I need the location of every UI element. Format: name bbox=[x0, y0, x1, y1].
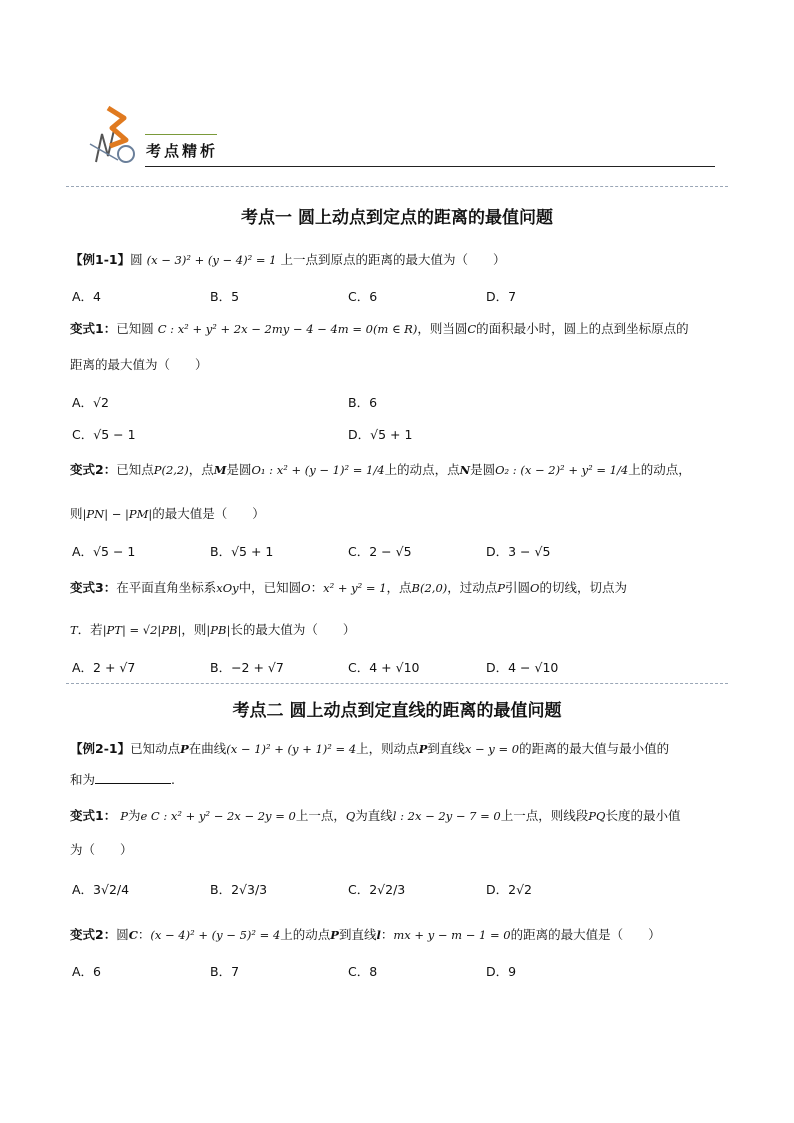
options-row bbox=[72, 542, 672, 558]
equation: O₂ : (x − 2)² + y² = 1/4 bbox=[495, 463, 629, 477]
option-d: D．7 bbox=[486, 289, 517, 304]
question-continuation: 则|PN| − |PM|的最大值是（ ） bbox=[70, 506, 265, 521]
header-accent-rule bbox=[145, 134, 217, 135]
options-row bbox=[72, 880, 672, 898]
equation: O₁ : x² + (y − 1)² = 1/4 bbox=[251, 463, 385, 477]
option-a: A．√5 − 1 bbox=[72, 544, 136, 559]
option-d: D．4 − √10 bbox=[486, 660, 559, 675]
option-b: B．6 bbox=[348, 395, 378, 410]
options-row bbox=[72, 393, 672, 409]
question-continuation: 距离的最大值为（ ） bbox=[70, 357, 208, 372]
option-a: A．√2 bbox=[72, 395, 109, 410]
equation: (x − 4)² + (y − 5)² = 4 bbox=[150, 928, 281, 942]
option-a: A．3√2/4 bbox=[72, 882, 130, 897]
option-c: C．2 − √5 bbox=[348, 544, 412, 559]
option-d: D．3 − √5 bbox=[486, 544, 551, 559]
question-variant-2: 变式2：已知点P(2,2)，点M是圆O₁ : x² + (y − 1)² = 1/4上的动点，点N是圆O₂ : (x − 2)² + y² = 1/4上的动点， bbox=[70, 462, 691, 477]
question-variant-1: 变式1：已知圆 C : x² + y² + 2x − 2my − 4 − 4m = 0(m ∈ R)，则当圆C的面积最小时，圆上的点到坐标原点的 bbox=[70, 321, 689, 336]
equation: x² + y² = 1 bbox=[323, 581, 387, 595]
option-b: B．5 bbox=[210, 289, 240, 304]
answer-blank[interactable] bbox=[95, 771, 171, 784]
question-continuation: 为（ ） bbox=[70, 842, 133, 857]
option-a: A．4 bbox=[72, 289, 102, 304]
option-b: B．7 bbox=[210, 964, 240, 979]
question-variant-2b: 变式2：圆C：(x − 4)² + (y − 5)² = 4上的动点P到直线l：mx + y − m − 1 = 0的距离的最大值是（ ） bbox=[70, 927, 661, 942]
equation: e C : x² + y² − 2x − 2y = 0 bbox=[140, 809, 296, 823]
option-a: A．6 bbox=[72, 964, 102, 979]
option-d: D．2√2 bbox=[486, 882, 532, 897]
question-example-2-1: 【例2-1】已知动点P在曲线(x − 1)² + (y + 1)² = 4上，则动点P到直线x − y = 0的距离的最大值与最小值的 bbox=[70, 741, 670, 756]
option-c: C．4 + √10 bbox=[348, 660, 420, 675]
equation: l : 2x − 2y − 7 = 0 bbox=[392, 809, 501, 823]
option-b: B．−2 + √7 bbox=[210, 660, 284, 675]
option-c: C．6 bbox=[348, 289, 378, 304]
equation: (x − 1)² + (y + 1)² = 4 bbox=[226, 742, 357, 756]
question-example-1-1: 【例1-1】圆 (x − 3)² + (y − 4)² = 1 上一点到原点的距离的最大值为（ ） bbox=[70, 252, 506, 267]
equation: C : x² + y² + 2x − 2my − 4 − 4m = 0(m ∈ R) bbox=[157, 322, 418, 336]
section-label: 考点精析 bbox=[146, 142, 219, 160]
option-c: C．2√2/3 bbox=[348, 882, 406, 897]
equation: (x − 3)² + (y − 4)² = 1 bbox=[146, 253, 277, 267]
option-b: B．2√3/3 bbox=[210, 882, 268, 897]
question-variant-3: 变式3：在平面直角坐标系xOy中，已知圆O：x² + y² = 1，点B(2,0)，过动点P引圆O的切线，切点为 bbox=[70, 580, 627, 595]
section-divider bbox=[66, 186, 728, 187]
section-title: 考点一 圆上动点到定点的距离的最值问题 bbox=[241, 208, 553, 228]
question-continuation: 和为 . bbox=[70, 772, 175, 787]
header-rule bbox=[145, 166, 715, 167]
options-row bbox=[72, 962, 672, 978]
question-continuation: T．若|PT| = √2|PB|，则|PB|长的最大值为（ ） bbox=[70, 622, 356, 637]
options-row bbox=[72, 287, 672, 303]
section-title: 考点二 圆上动点到定直线的距离的最值问题 bbox=[232, 701, 562, 721]
option-c: C．√5 − 1 bbox=[72, 427, 136, 442]
nb-logo-icon bbox=[88, 104, 140, 164]
option-c: C．8 bbox=[348, 964, 378, 979]
section-divider bbox=[66, 683, 728, 684]
option-d: D．9 bbox=[486, 964, 517, 979]
option-d: D．√5 + 1 bbox=[348, 427, 413, 442]
options-row bbox=[72, 658, 672, 674]
question-variant-1b: 变式1： P为e C : x² + y² − 2x − 2y = 0上一点，Q为直线l : 2x − 2y − 7 = 0上一点，则线段PQ长度的最小值 bbox=[70, 808, 681, 823]
option-b: B．√5 + 1 bbox=[210, 544, 274, 559]
option-a: A．2 + √7 bbox=[72, 660, 136, 675]
options-row bbox=[72, 425, 672, 441]
